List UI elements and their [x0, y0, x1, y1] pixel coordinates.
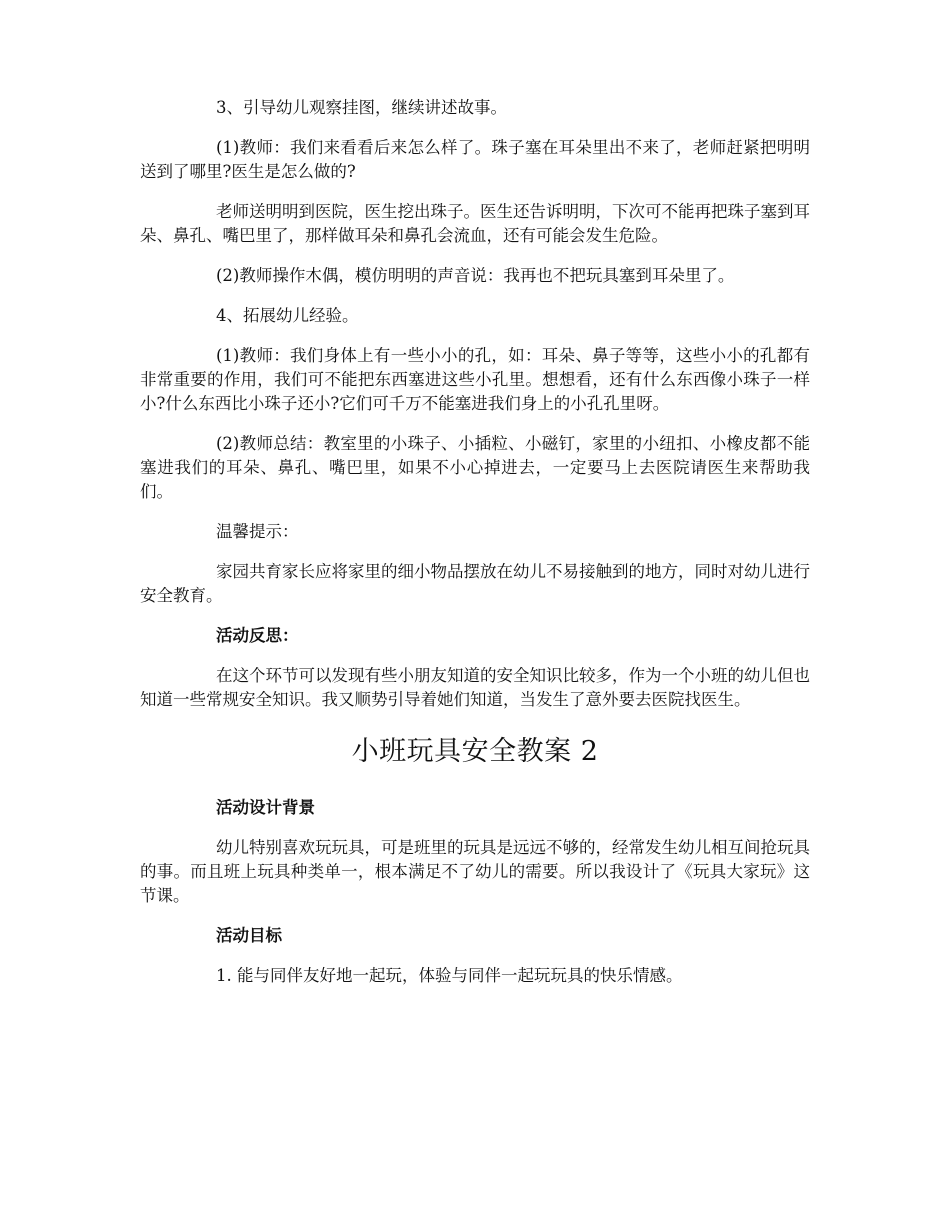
- background-paragraph: 幼儿特别喜欢玩玩具，可是班里的玩具是远远不够的，经常发生幼儿相互间抢玩具的事。而且班上玩具种类单一，根本满足不了幼儿的需要。所以我设计了《玩具大家玩》这节课。: [140, 838, 810, 905]
- reflection-heading: 活动反思：: [216, 626, 299, 645]
- puppet-paragraph: (2)教师操作木偶，模仿明明的声音说：我再也不把玩具塞到耳朵里了。: [216, 266, 735, 285]
- body-holes-paragraph: (1)教师：我们身体上有一些小小的孔，如：耳朵、鼻子等等，这些小小的孔都有非常重要的作用，我们可不能把东西塞进这些小孔里。想想看，还有什么东西像小珠子一样小?什么东西比小珠子还小?它们可千万不能塞进我们身上的小孔孔里呀。: [140, 346, 810, 413]
- teacher-summary-paragraph: (2)教师总结：教室里的小珠子、小插粒、小磁钉，家里的小纽扣、小橡皮都不能塞进我们的耳朵、鼻孔、嘴巴里，如果不小心掉进去，一定要马上去医院请医生来帮助我们。: [140, 434, 810, 501]
- background-heading: 活动设计背景: [216, 798, 315, 817]
- document-body: [140, 96, 810, 1004]
- step-4-paragraph: 4、拓展幼儿经验。: [216, 306, 359, 325]
- home-school-paragraph: 家园共育家长应将家里的细小物品摆放在幼儿不易接触到的地方，同时对幼儿进行安全教育。: [140, 562, 810, 605]
- step-3-paragraph: 3、引导幼儿观察挂图，继续讲述故事。: [216, 98, 507, 117]
- section-title: 小班玩具安全教案 2: [351, 736, 599, 767]
- tips-label: 温馨提示：: [216, 522, 299, 541]
- teacher-question-paragraph: (1)教师：我们来看看后来怎么样了。珠子塞在耳朵里出不来了，老师赶紧把明明送到了哪里?医生是怎么做的?: [140, 138, 810, 181]
- doctor-paragraph: 老师送明明到医院，医生挖出珠子。医生还告诉明明，下次可不能再把珠子塞到耳朵、鼻孔、嘴巴里了，那样做耳朵和鼻孔会流血，还有可能会发生危险。: [140, 202, 810, 245]
- goals-heading: 活动目标: [216, 926, 282, 945]
- goal-1: 1. 能与同伴友好地一起玩，体验与同伴一起玩玩具的快乐情感。: [216, 966, 683, 985]
- reflection-paragraph: 在这个环节可以发现有些小朋友知道的安全知识比较多，作为一个小班的幼儿但也知道一些常规安全知识。我又顺势引导着她们知道，当发生了意外要去医院找医生。: [140, 666, 810, 709]
